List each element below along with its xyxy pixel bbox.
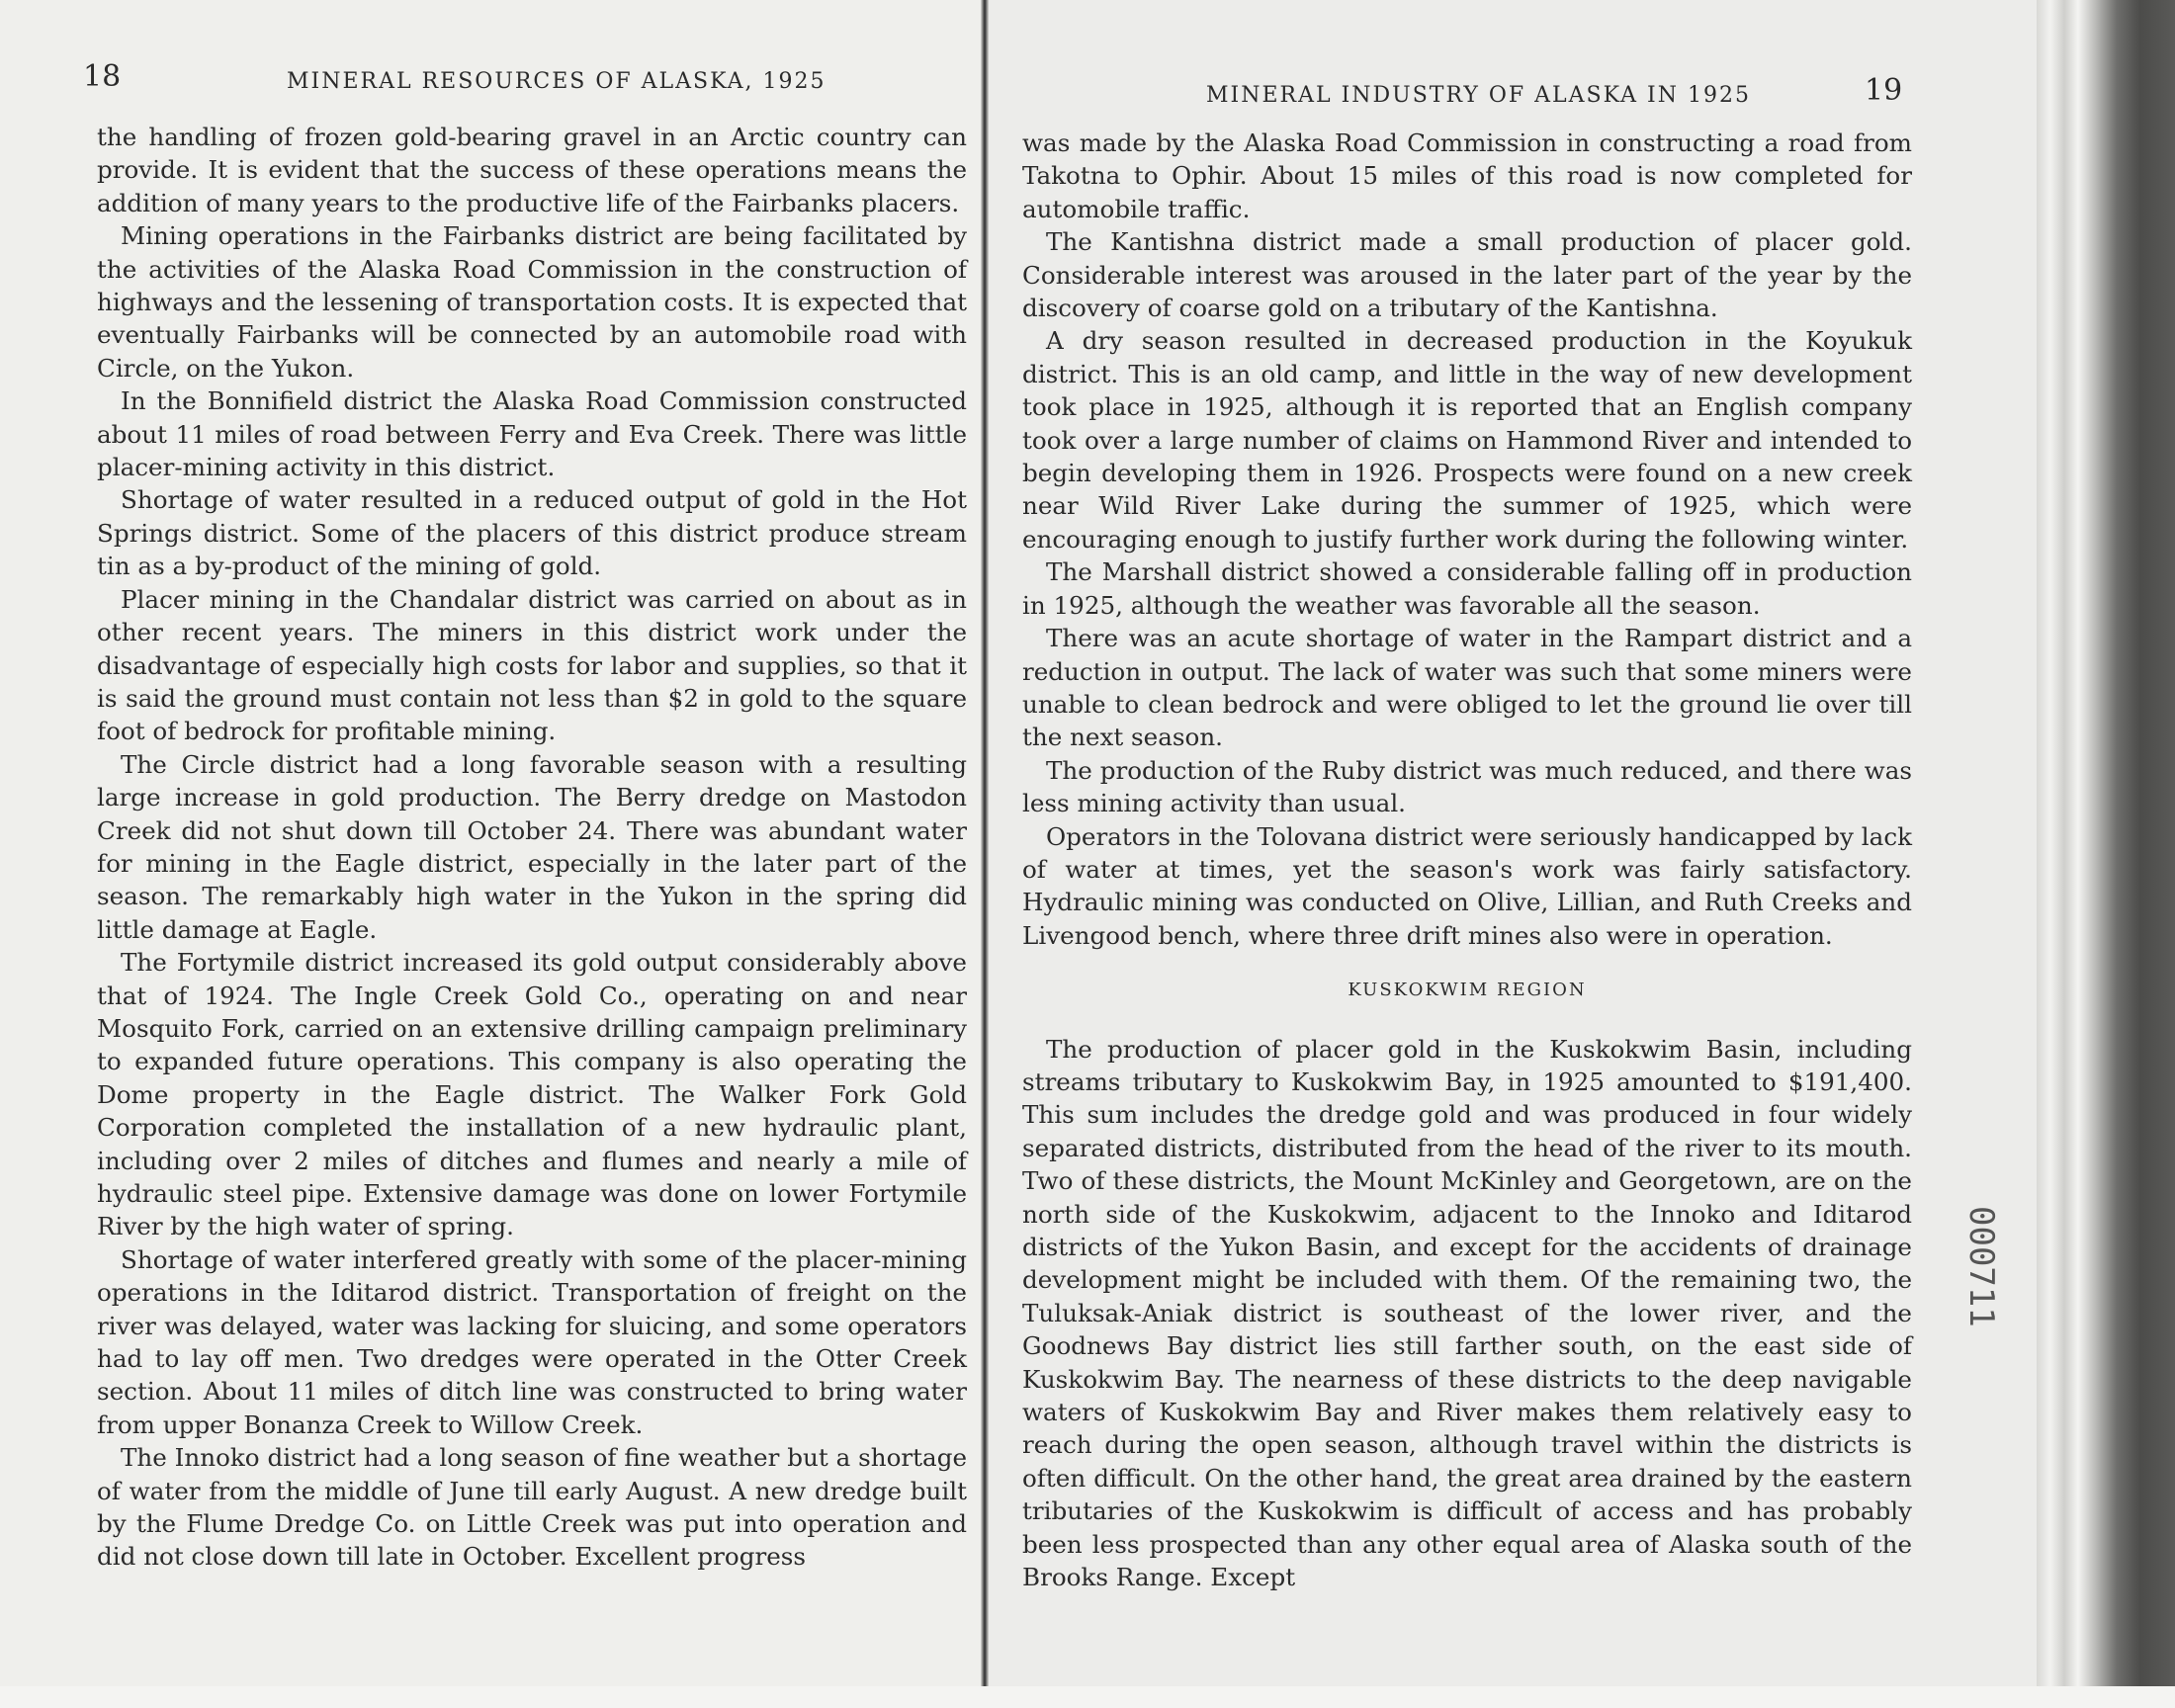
paragraph: The production of the Ruby district was much reduced, and there was less mining activity than usual. — [1022, 755, 1912, 818]
page-number: 18 — [83, 59, 122, 94]
paragraph: Mining operations in the Fairbanks district are being facilitated by the activities of the Alaska Road Commission in the construction of highways and the lessening of transportation costs. It is expected that eventually Fairbanks will be connected by an automobile road with Circle, on the Yukon. — [97, 221, 967, 383]
paragraph: Operators in the Tolovana district were seriously handicapped by lack of water at times, yet the season's work was fairly satisfactory. Hydraulic mining was conducted on Olive, Lillian, and Ruth Creeks and Livengood bench, where three drift mines also were in operation. — [1022, 821, 1912, 950]
paragraph: There was an acute shortage of water in the Rampart district and a reduction in output. The lack of water was such that some miners were unable to clean bedrock and were obliged to let the ground lie over till the next season. — [1022, 624, 1912, 752]
paragraph: A dry season resulted in decreased production in the Koyukuk district. This is an old camp, and little in the way of new development took place in 1925, although it is reported that an English company took over a large number of claims on Hammond River and intended to begin developing them in 1926. Prospects were found on a new creek near Wild River Lake during the summer of 1925, which were encouraging enough to justify further work during the following winter. — [1022, 326, 1912, 554]
section-heading: KUSKOKWIM REGION — [1348, 980, 1587, 1001]
page-edges — [2037, 0, 2175, 1686]
text-column — [1022, 127, 1912, 1593]
running-head: MINERAL RESOURCES OF ALASKA, 1925 — [287, 69, 826, 94]
paragraph: Placer mining in the Chandalar district was carried on about as in other recent years. The miners in this district work under the disadvantage of especially high costs for labor and supplies, so that it is said the ground must contain not less than $2 in gold to the square foot of bedrock for profitable mining. — [97, 584, 967, 746]
paragraph: The Fortymile district increased its gold output considerably above that of 1924. The Ingle Creek Gold Co., operating on and near Mosquito Fork, carried on an extensive drilling campaign preliminary to expanded future operations. This company is also operating the Dome property in the Eagle district. The Walker Fork Gold Corporation completed the installation of a new hydraulic plant, including over 2 miles of ditches and flumes and nearly a mile of hydraulic steel pipe. Extensive damage was done on lower Fortymile River by the high water of spring. — [97, 948, 967, 1241]
paragraph: The Innoko district had a long season of fine weather but a shortage of water from the middle of June till early August. A new dredge built by the Flume Dredge Co. on Little Creek was put into operation and did not close down till late in October. Excellent progress — [97, 1443, 967, 1572]
paragraph: Shortage of water resulted in a reduced output of gold in the Hot Springs district. Some of the placers of this district produce stream tin as a by-product of the mining of gold. — [97, 485, 967, 581]
paragraph: The Circle district had a long favorable season with a resulting large increase in gold production. The Berry dredge on Mastodon Creek did not shut down till October 24. There was abundant water for mining in the Eagle district, especially in the later part of the season. The remarkably high water in the Yukon in the spring did little damage at Eagle. — [97, 749, 967, 944]
paragraph: the handling of frozen gold-bearing gravel in an Arctic country can provide. It is evident that the success of these operations means the addition of many years to the productive life of the Fairbanks placers. — [97, 123, 967, 217]
paragraph: The Marshall district showed a considerable falling off in production in 1925, although the weather was favorable all the season. — [1022, 557, 1912, 620]
scan-border — [0, 1686, 2175, 1708]
left-page — [0, 0, 989, 1686]
page-number: 19 — [1865, 73, 1903, 108]
paragraph: In the Bonnifield district the Alaska Road Commission constructed about 11 miles of road between Ferry and Eva Creek. There was little placer-mining activity in this district. — [97, 386, 967, 482]
right-page — [989, 0, 2076, 1686]
book-gutter — [981, 0, 989, 1686]
paragraph: The production of placer gold in the Kuskokwim Basin, including streams tributary to Kuskokwim Bay, in 1925 amounted to $191,400. This sum includes the dredge gold and was produced in four widely separated districts, distributed from the head of the river to its mouth. Two of these districts, the Mount McKinley and Georgetown, are on the north side of the Kuskokwim, adjacent to the Innoko and Iditarod districts of the Yukon Basin, and except for the accidents of drainage development might be included with them. Of the remaining two, the Tuluksak-Aniak district is southeast of the lower river, and the Goodnews Bay district lies still farther south, on the east side of Kuskokwim Bay. The nearness of these districts to the deep navigable waters of Kuskokwim Bay and River makes them relatively easy to reach during the open season, although travel within the districts is often difficult. On the other hand, the great area drained by the eastern tributaries of the Kuskokwim is difficult of access and has probably been less prospected than any other equal area of Alaska south of the Brooks Range. Except — [1022, 1034, 1912, 1592]
edge-stamp — [1950, 1206, 2001, 1404]
edge-stamp-text: 000711 — [1961, 1206, 2001, 1327]
running-head: MINERAL INDUSTRY OF ALASKA IN 1925 — [1206, 83, 1751, 108]
paragraph: The Kantishna district made a small production of placer gold. Considerable interest was aroused in the later part of the year by the discovery of coarse gold on a tributary of the Kantishna. — [1022, 227, 1912, 323]
text-column — [97, 121, 967, 1574]
paragraph: Shortage of water interfered greatly with some of the placer-mining operations in the Iditarod district. Transportation of freight on the river was delayed, water was lacking for sluicing, and some operators had to lay off men. Two dredges were operated in the Otter Creek section. About 11 miles of ditch line was constructed to bring water from upper Bonanza Creek to Willow Creek. — [97, 1244, 967, 1439]
paragraph: was made by the Alaska Road Commission in constructing a road from Takotna to Ophir. About 15 miles of this road is now completed for automobile traffic. — [1022, 128, 1912, 223]
